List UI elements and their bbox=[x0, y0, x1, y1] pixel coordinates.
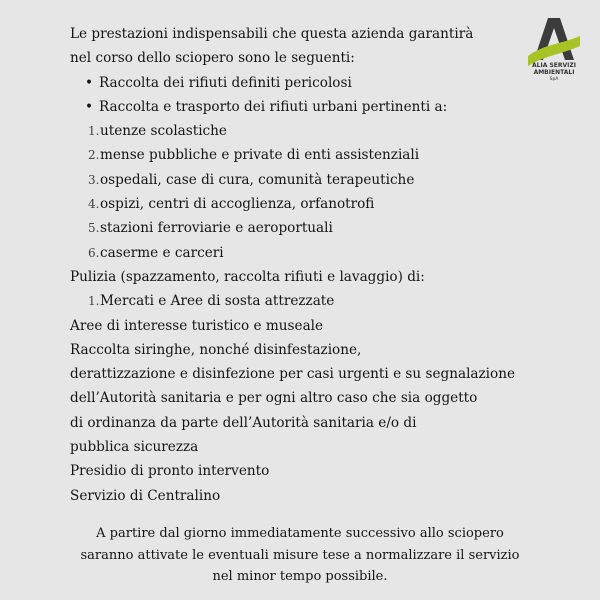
urban-list-item bbox=[70, 241, 540, 265]
cleaning-list-item bbox=[70, 289, 540, 313]
bullet-item bbox=[70, 95, 540, 119]
logo-line-3: SpA bbox=[549, 77, 559, 82]
other-line: Aree di interesse turistico e museale bbox=[70, 317, 324, 334]
list-label: ospedali, case di cura, comunità terapeutiche bbox=[100, 171, 415, 188]
bullet-item bbox=[70, 71, 540, 95]
other-line: derattizzazione e disinfezione per casi urgenti e su segnalazione bbox=[70, 366, 516, 383]
bullet-label: Raccolta dei rifiuti definiti pericolosi bbox=[99, 74, 352, 91]
other-line: Presidio di pronto intervento bbox=[70, 463, 270, 480]
list-label: utenze scolastiche bbox=[100, 123, 227, 140]
urban-list-item bbox=[70, 192, 540, 216]
list-number: 6. bbox=[88, 245, 100, 260]
urban-list-item bbox=[70, 119, 540, 143]
urban-list-item bbox=[70, 168, 540, 192]
logo-line-1: ALIA SERVIZI bbox=[532, 62, 576, 69]
other-line: pubblica sicurezza bbox=[70, 439, 199, 456]
list-label: mense pubbliche e private di enti assistenziali bbox=[100, 147, 420, 164]
bullet-icon: • bbox=[85, 74, 94, 91]
list-number: 1. bbox=[88, 294, 100, 309]
cleaning-heading: Pulizia (spazzamento, raccolta rifiuti e lavaggio) di: bbox=[70, 268, 425, 285]
list-number: 2. bbox=[88, 148, 100, 163]
intro-line-2: nel corso dello sciopero sono le seguenti: bbox=[70, 50, 355, 67]
list-label: Mercati e Aree di sosta attrezzate bbox=[100, 293, 335, 310]
logo-line-2: AMBIENTALI bbox=[533, 69, 575, 76]
footer-line: saranno attivate le eventuali misure tese a normalizzare il servizio bbox=[80, 547, 520, 563]
list-label: caserme e carceri bbox=[100, 244, 224, 261]
services-notice bbox=[70, 22, 540, 508]
footer-line: nel minor tempo possibile. bbox=[212, 569, 388, 584]
list-label: stazioni ferroviarie e aeroportuali bbox=[100, 220, 333, 237]
other-line: dell’Autorità sanitaria e per ogni altro caso che sia oggetto bbox=[70, 390, 478, 407]
other-line: Raccolta siringhe, nonché disinfestazione, bbox=[70, 341, 362, 358]
urban-list-item bbox=[70, 216, 540, 240]
list-number: 5. bbox=[88, 221, 100, 236]
list-number: 4. bbox=[88, 197, 100, 212]
urban-list-item bbox=[70, 143, 540, 167]
intro-line-1: Le prestazioni indispensabili che questa azienda garantirà bbox=[70, 26, 474, 42]
bullet-label: Raccolta e trasporto dei rifiuti urbani pertinenti a: bbox=[99, 98, 448, 115]
footer-note bbox=[0, 523, 600, 588]
list-number: 1. bbox=[88, 124, 100, 139]
other-line: di ordinanza da parte dell’Autorità sanitaria e/o di bbox=[70, 414, 417, 431]
footer-line: A partire dal giorno immediatamente successivo allo sciopero bbox=[96, 526, 504, 541]
list-label: ospizi, centri di accoglienza, orfanotrofi bbox=[100, 196, 375, 213]
bullet-icon: • bbox=[85, 98, 94, 115]
other-line: Servizio di Centralino bbox=[70, 487, 221, 504]
list-number: 3. bbox=[88, 172, 100, 187]
